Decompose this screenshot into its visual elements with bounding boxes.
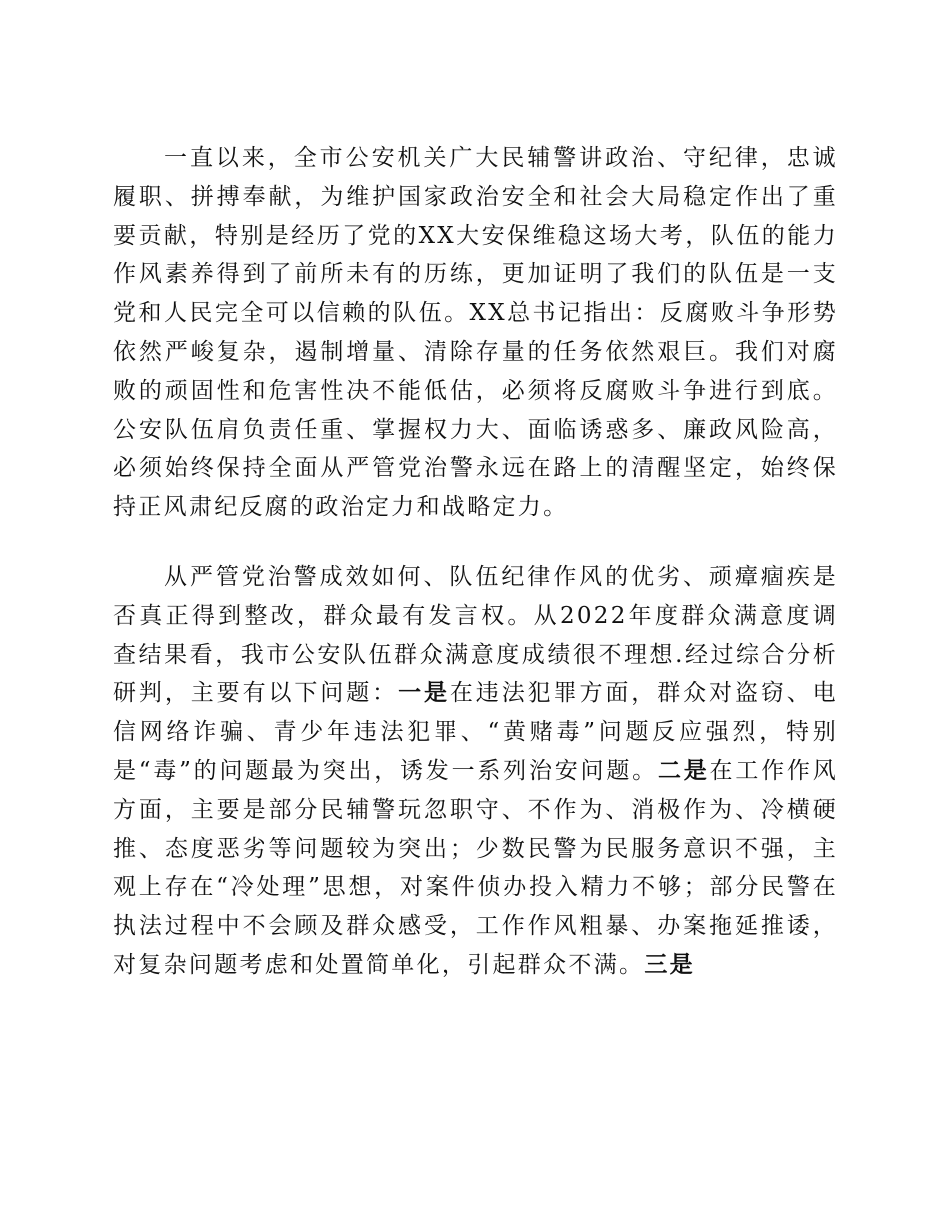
paragraph-2 xyxy=(113,558,838,985)
point-three-marker: 三是 xyxy=(644,950,695,978)
point-two-marker: 二是 xyxy=(657,756,710,784)
paragraph-2-intro-text: 从严管党治警成效如何、队伍纪律作风的优劣、顽瘴痼疾是否真正得到整改，群众最有发言权。从2022年度群众满意度调查结果看，我市公安队伍群众满意度成绩很不理想.经过综合分析研判，主要有以下问题： xyxy=(113,564,838,707)
paragraph-1 xyxy=(113,139,838,527)
point-two-text: 在工作作风方面，主要是部分民辅警玩忽职守、不作为、消极作为、冷横硬推、态度恶劣等问题较为突出；少数民警为民服务意识不强，主观上存在“冷处理”思想，对案件侦办投入精力不够；部分民警在执法过程中不会顾及群众感受，工作作风粗暴、办案拖延推诿，对复杂问题考虑和处置简单化，引起群众不满。 xyxy=(113,757,838,978)
paragraph-1-text: 一直以来，全市公安机关广大民辅警讲政治、守纪律，忠诚履职、拼搏奉献，为维护国家政治安全和社会大局稳定作出了重要贡献，特别是经历了党的XX大安保维稳这场大考，队伍的能力作风素养得到了前所未有的历练，更加证明了我们的队伍是一支党和人民完全可以信赖的队伍。XX总书记指出：反腐败斗争形势依然严峻复杂，遏制增量、清除存量的任务依然艰巨。我们对腐败的顽固性和危害性决不能低估，必须将反腐败斗争进行到底。公安队伍肩负责任重、掌握权力大、面临诱惑多、廉政风险高，必须始终保持全面从严管党治警永远在路上的清醒坚定，始终保持正风肃纪反腐的政治定力和战略定力。 xyxy=(113,145,838,521)
point-one-text: 在违法犯罪方面，群众对盗窃、电信网络诈骗、青少年违法犯罪、“黄赌毒”问题反应强烈，特别是“毒”的问题最为突出，诱发一系列治安问题。 xyxy=(113,680,838,784)
point-one-marker: 一是 xyxy=(398,679,450,707)
